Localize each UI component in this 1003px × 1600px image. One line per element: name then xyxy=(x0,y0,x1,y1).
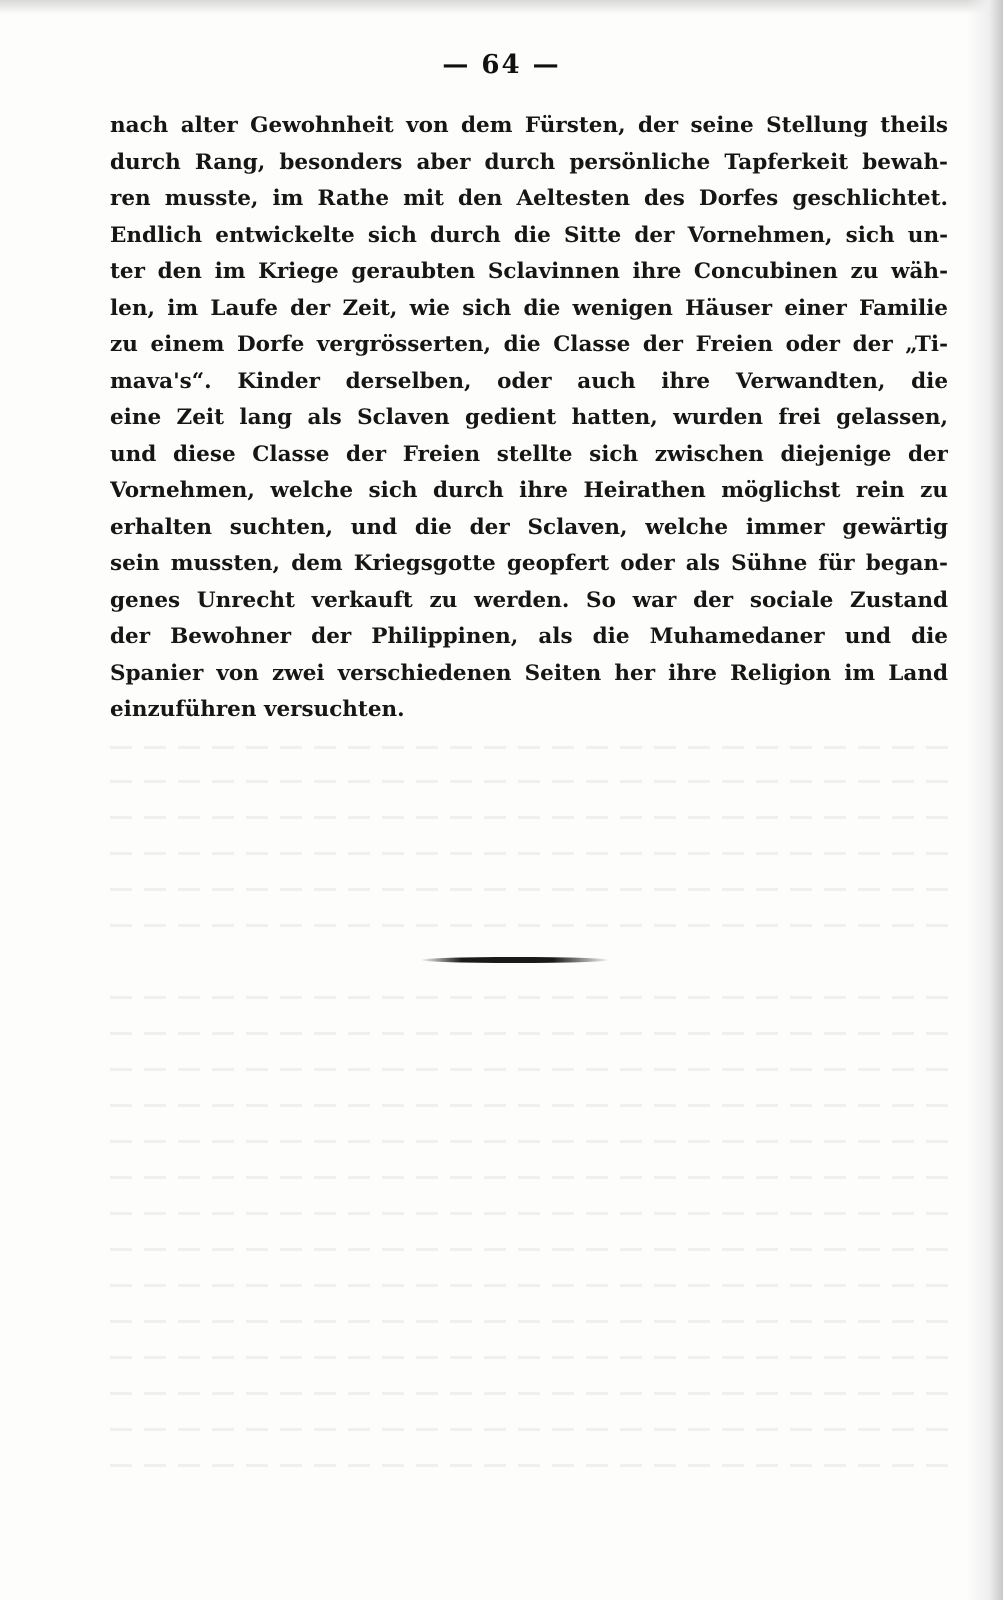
page-edge-shadow-right xyxy=(967,0,1003,1600)
show-through-line xyxy=(110,1392,948,1395)
text-line: len, im Laufe der Zeit, wie sich die wenigen Häuser einer Familie xyxy=(110,295,948,321)
show-through-line xyxy=(110,924,948,927)
text-line: erhalten suchten, und die der Sclaven, welche immer gewärtig xyxy=(110,514,948,540)
show-through-line xyxy=(110,1464,948,1467)
show-through-line xyxy=(110,816,948,819)
body-paragraph xyxy=(110,108,948,729)
show-through-line xyxy=(110,780,948,783)
text-line: sein mussten, dem Kriegsgotte geopfert oder als Sühne für began- xyxy=(110,551,948,576)
show-through-line xyxy=(110,888,948,891)
section-divider-rule xyxy=(420,957,610,963)
text-line: mava's“. Kinder derselben, oder auch ihre Verwandten, die xyxy=(110,368,948,394)
text-line: genes Unrecht verkauft zu werden. So war der sociale Zustand xyxy=(110,587,948,613)
text-line: Spanier von zwei verschiedenen Seiten her ihre Religion im Land xyxy=(110,660,948,686)
show-through-line xyxy=(110,1032,948,1035)
text-line: eine Zeit lang als Sclaven gedient hatten, wurden frei gelassen, xyxy=(110,405,948,430)
page-edge-shadow-top xyxy=(0,0,1003,14)
text-line: und diese Classe der Freien stellte sich zwischen diejenige der xyxy=(110,441,948,467)
text-line: zu einem Dorfe vergrösserten, die Classe der Freien oder der „Ti- xyxy=(110,332,948,357)
show-through-line xyxy=(110,1104,948,1107)
text-line: nach alter Gewohnheit von dem Fürsten, der seine Stellung theils xyxy=(110,113,948,138)
show-through-line xyxy=(110,1176,948,1179)
text-line: ren musste, im Rathe mit den Aeltesten des Dorfes geschlichtet. xyxy=(110,186,948,211)
show-through-line xyxy=(110,1212,948,1215)
show-through-line xyxy=(110,1356,948,1359)
page-number: — 64 — xyxy=(442,50,561,80)
text-line: ter den im Kriege geraubten Sclavinnen ihre Concubinen zu wäh- xyxy=(110,259,948,284)
text-line: durch Rang, besonders aber durch persönliche Tapferkeit bewah- xyxy=(110,149,948,175)
text-line: Vornehmen, welche sich durch ihre Heirathen möglichst rein zu xyxy=(110,478,948,503)
show-through-line xyxy=(110,1140,948,1143)
text-line: Endlich entwickelte sich durch die Sitte der Vornehmen, sich un- xyxy=(110,222,948,248)
show-through-line xyxy=(110,996,948,999)
show-through-line xyxy=(110,1284,948,1287)
show-through-line xyxy=(110,1428,948,1431)
show-through-line xyxy=(110,746,948,749)
show-through-line xyxy=(110,1068,948,1071)
text-line-last: einzuführen versuchten. xyxy=(110,697,405,722)
text-line: der Bewohner der Philippinen, als die Muhamedaner und die xyxy=(110,624,948,649)
show-through-line xyxy=(110,1320,948,1323)
show-through-line xyxy=(110,852,948,855)
show-through-line xyxy=(110,1248,948,1251)
